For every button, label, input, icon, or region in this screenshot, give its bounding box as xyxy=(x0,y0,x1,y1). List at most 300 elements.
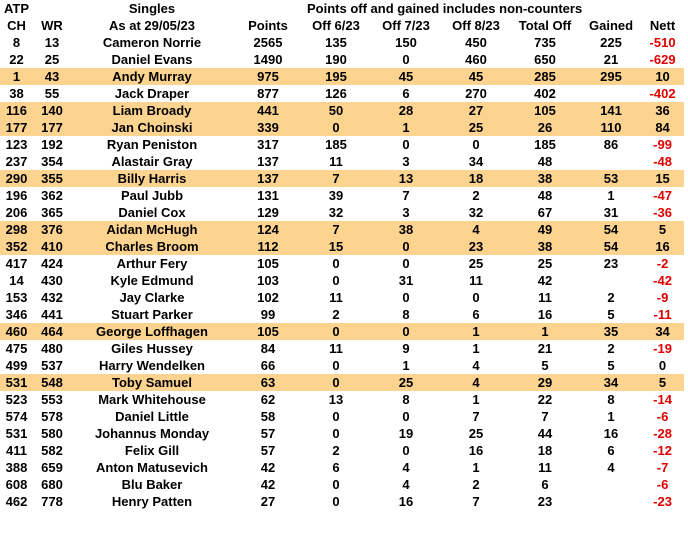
nett-cell: -510 xyxy=(649,35,676,50)
off6-cell: 185 xyxy=(325,137,347,152)
off8-cell: 0 xyxy=(472,290,480,305)
table-row xyxy=(0,187,684,204)
off8-cell: 45 xyxy=(443,68,509,85)
nett-cell: -48 xyxy=(653,154,672,169)
player-name: Harry Wendelken xyxy=(99,358,205,373)
ch-cell: 417 xyxy=(5,256,28,271)
off6-cell: 0 xyxy=(332,358,340,373)
wr-cell: 537 xyxy=(41,358,63,373)
player-name: Andy Murray xyxy=(71,68,233,85)
ch-cell: 531 xyxy=(5,426,28,441)
off7-cell: 1 xyxy=(402,358,410,373)
gained-cell: 23 xyxy=(603,256,619,271)
points-cell: 1490 xyxy=(253,52,283,67)
points-cell: 339 xyxy=(233,119,303,136)
gained-cell xyxy=(581,272,641,289)
gained-cell xyxy=(581,153,641,170)
ch-cell: 475 xyxy=(5,341,28,356)
player-name: Jay Clarke xyxy=(119,290,185,305)
atp-header: ATP xyxy=(3,1,30,16)
ch-cell: 237 xyxy=(5,154,28,169)
points-note-header: Points off and gained includes non-counters xyxy=(307,1,583,16)
points-cell: 63 xyxy=(233,374,303,391)
off6-cell: 0 xyxy=(303,374,369,391)
points-cell: 975 xyxy=(233,68,303,85)
off6-cell: 0 xyxy=(303,119,369,136)
ch-cell: 153 xyxy=(5,290,28,305)
off7-cell: 150 xyxy=(395,35,417,50)
header-row-2 xyxy=(0,17,684,34)
ch-cell: 462 xyxy=(5,494,28,509)
nett-cell: -6 xyxy=(656,477,669,492)
wr-cell: 553 xyxy=(41,392,63,407)
off8-header: Off 8/23 xyxy=(452,18,500,33)
gained-cell: 54 xyxy=(581,238,641,255)
player-name: Stuart Parker xyxy=(111,307,193,322)
nett-cell: 15 xyxy=(641,170,684,187)
player-name: Giles Hussey xyxy=(111,341,193,356)
total-off-cell: 402 xyxy=(534,86,556,101)
total-off-cell: 38 xyxy=(509,170,581,187)
off7-cell: 7 xyxy=(402,188,410,203)
table-row xyxy=(0,136,684,153)
points-cell: 137 xyxy=(233,170,303,187)
wr-cell: 25 xyxy=(44,52,60,67)
table-row xyxy=(0,289,684,306)
off6-cell: 32 xyxy=(328,205,344,220)
table-row xyxy=(0,85,684,102)
off6-cell: 195 xyxy=(303,68,369,85)
ch-cell: 22 xyxy=(9,52,24,67)
points-cell: 57 xyxy=(260,426,276,441)
total-off-cell: 21 xyxy=(537,341,553,356)
ch-cell: 14 xyxy=(9,273,24,288)
player-name: Ryan Peniston xyxy=(106,137,198,152)
nett-cell: -28 xyxy=(653,426,672,441)
wr-cell: 441 xyxy=(41,307,63,322)
player-name: Daniel Evans xyxy=(111,52,193,67)
gained-cell: 31 xyxy=(603,205,619,220)
nett-cell: 36 xyxy=(641,102,684,119)
wr-cell: 177 xyxy=(33,119,71,136)
wr-cell: 355 xyxy=(33,170,71,187)
total-off-cell: 22 xyxy=(537,392,553,407)
points-cell: 57 xyxy=(260,443,276,458)
off6-cell: 15 xyxy=(303,238,369,255)
nett-cell: -42 xyxy=(653,273,672,288)
wr-cell: 365 xyxy=(41,205,63,220)
gained-cell: 8 xyxy=(607,392,615,407)
ch-cell: 574 xyxy=(5,409,28,424)
wr-cell: 424 xyxy=(41,256,63,271)
ch-cell: 38 xyxy=(9,86,24,101)
nett-cell: -629 xyxy=(649,52,676,67)
off7-cell: 0 xyxy=(402,137,410,152)
table-row xyxy=(0,442,684,459)
gained-cell: 53 xyxy=(581,170,641,187)
ch-cell: 123 xyxy=(5,137,28,152)
total-off-cell: 67 xyxy=(537,205,553,220)
ch-cell: 346 xyxy=(5,307,28,322)
off8-cell: 6 xyxy=(472,307,480,322)
player-name: George Loffhagen xyxy=(71,323,233,340)
gained-cell: 34 xyxy=(581,374,641,391)
singles-header: Singles xyxy=(128,1,176,16)
wr-cell: 362 xyxy=(41,188,63,203)
points-cell: 137 xyxy=(257,154,279,169)
player-name: Daniel Little xyxy=(115,409,189,424)
total-off-cell: 1 xyxy=(509,323,581,340)
total-off-cell: 5 xyxy=(541,358,549,373)
off7-cell: 4 xyxy=(402,477,410,492)
points-cell: 877 xyxy=(257,86,279,101)
off8-cell: 4 xyxy=(472,358,480,373)
off8-cell: 27 xyxy=(443,102,509,119)
ch-cell: 352 xyxy=(0,238,33,255)
table-row xyxy=(0,425,684,442)
off7-cell: 1 xyxy=(369,119,443,136)
off6-cell: 190 xyxy=(325,52,347,67)
points-cell: 129 xyxy=(257,205,279,220)
wr-cell: 55 xyxy=(44,86,60,101)
player-name: Paul Jubb xyxy=(120,188,184,203)
off6-header: Off 6/23 xyxy=(312,18,360,33)
off6-cell: 11 xyxy=(329,341,343,356)
off7-cell: 0 xyxy=(369,238,443,255)
ch-cell: 206 xyxy=(5,205,28,220)
off6-cell: 0 xyxy=(332,273,340,288)
table-row xyxy=(0,119,684,136)
nett-cell: -402 xyxy=(649,86,676,101)
off7-cell: 25 xyxy=(369,374,443,391)
nett-cell: 16 xyxy=(641,238,684,255)
off6-cell: 0 xyxy=(332,256,340,271)
header-row-1 xyxy=(0,0,684,17)
total-off-cell: 23 xyxy=(537,494,553,509)
table-row xyxy=(0,306,684,323)
gained-cell: 35 xyxy=(581,323,641,340)
player-name: Blu Baker xyxy=(121,477,183,492)
wr-cell: 43 xyxy=(33,68,71,85)
gained-cell: 225 xyxy=(600,35,622,50)
wr-cell: 410 xyxy=(33,238,71,255)
gained-cell: 141 xyxy=(581,102,641,119)
table-row xyxy=(0,204,684,221)
ch-cell: 8 xyxy=(12,35,21,50)
table-row xyxy=(0,340,684,357)
gained-cell xyxy=(581,493,641,510)
gained-cell: 2 xyxy=(607,290,615,305)
off8-cell: 32 xyxy=(468,205,484,220)
gained-cell: 295 xyxy=(581,68,641,85)
off7-cell: 16 xyxy=(398,494,414,509)
table-row xyxy=(0,476,684,493)
total-off-cell: 185 xyxy=(534,137,556,152)
nett-cell: 5 xyxy=(641,221,684,238)
ch-cell: 1 xyxy=(0,68,33,85)
table-row xyxy=(0,34,684,51)
wr-cell: 680 xyxy=(41,477,63,492)
off7-cell: 0 xyxy=(369,323,443,340)
off6-cell: 2 xyxy=(332,443,340,458)
player-name: Toby Samuel xyxy=(71,374,233,391)
total-off-cell: 49 xyxy=(509,221,581,238)
wr-cell: 432 xyxy=(41,290,63,305)
wr-cell: 13 xyxy=(44,35,60,50)
off8-cell: 1 xyxy=(472,460,480,475)
off7-cell: 4 xyxy=(402,460,410,475)
table-row xyxy=(0,493,684,510)
off8-cell: 23 xyxy=(443,238,509,255)
nett-cell: -11 xyxy=(653,307,672,322)
off8-cell: 2 xyxy=(472,188,480,203)
off8-cell: 460 xyxy=(465,52,487,67)
nett-cell: -23 xyxy=(653,494,672,509)
gained-cell: 86 xyxy=(603,137,619,152)
off8-cell: 1 xyxy=(472,392,480,407)
ch-cell: 196 xyxy=(5,188,28,203)
points-cell: 2565 xyxy=(253,35,283,50)
off8-cell: 0 xyxy=(472,137,480,152)
ch-cell: 411 xyxy=(6,443,27,458)
wr-cell: 192 xyxy=(41,137,63,152)
off8-cell: 18 xyxy=(443,170,509,187)
off6-cell: 6 xyxy=(332,460,340,475)
ch-cell: 523 xyxy=(5,392,28,407)
table-row xyxy=(0,459,684,476)
points-header: Points xyxy=(248,18,288,33)
table-row xyxy=(0,102,684,119)
player-name: Mark Whitehouse xyxy=(98,392,206,407)
player-name: Henry Patten xyxy=(111,494,193,509)
off8-cell: 450 xyxy=(465,35,487,50)
off6-cell: 2 xyxy=(332,307,340,322)
nett-cell: 34 xyxy=(641,323,684,340)
off7-cell: 8 xyxy=(402,307,410,322)
gained-cell: 1 xyxy=(607,188,615,203)
player-name: Kyle Edmund xyxy=(110,273,194,288)
total-off-cell: 105 xyxy=(509,102,581,119)
total-off-cell: 18 xyxy=(537,443,553,458)
total-off-cell: 285 xyxy=(509,68,581,85)
nett-cell: -47 xyxy=(653,188,672,203)
off6-cell: 0 xyxy=(332,426,340,441)
off7-cell: 0 xyxy=(402,443,410,458)
total-off-cell: 48 xyxy=(537,188,553,203)
gained-cell: 16 xyxy=(603,426,619,441)
off8-cell: 1 xyxy=(472,341,480,356)
total-off-cell: 44 xyxy=(537,426,553,441)
nett-cell: -14 xyxy=(653,392,672,407)
off7-cell: 28 xyxy=(369,102,443,119)
wr-cell: 659 xyxy=(41,460,63,475)
table-row xyxy=(0,357,684,374)
points-cell: 317 xyxy=(257,137,279,152)
off8-cell: 16 xyxy=(468,443,484,458)
wr-cell: 140 xyxy=(33,102,71,119)
wr-cell: 578 xyxy=(41,409,63,424)
total-off-cell: 6 xyxy=(541,477,549,492)
table-row xyxy=(0,221,684,238)
off6-cell: 7 xyxy=(303,170,369,187)
off8-cell: 7 xyxy=(472,409,480,424)
wr-cell: 464 xyxy=(33,323,71,340)
nett-cell: -36 xyxy=(653,205,672,220)
gained-cell: 5 xyxy=(607,307,615,322)
off6-cell: 11 xyxy=(329,290,343,305)
off8-cell: 4 xyxy=(443,221,509,238)
points-cell: 66 xyxy=(260,358,276,373)
off8-cell: 34 xyxy=(468,154,484,169)
player-name: Arthur Fery xyxy=(116,256,188,271)
off6-cell: 135 xyxy=(325,35,347,50)
gained-cell: 5 xyxy=(607,358,615,373)
ch-cell: 177 xyxy=(0,119,33,136)
points-cell: 105 xyxy=(233,323,303,340)
total-off-cell: 650 xyxy=(534,52,556,67)
off6-cell: 0 xyxy=(303,323,369,340)
ch-cell: 531 xyxy=(0,374,33,391)
gained-header: Gained xyxy=(588,18,634,33)
off7-cell: 0 xyxy=(402,409,410,424)
off8-cell: 7 xyxy=(472,494,480,509)
off8-cell: 11 xyxy=(469,273,483,288)
off7-cell: 0 xyxy=(402,52,410,67)
ch-cell: 290 xyxy=(0,170,33,187)
off7-cell: 45 xyxy=(369,68,443,85)
table-row xyxy=(0,391,684,408)
gained-cell: 1 xyxy=(607,409,615,424)
off6-cell: 0 xyxy=(332,409,340,424)
player-name: Jan Choinski xyxy=(71,119,233,136)
off7-cell: 3 xyxy=(402,154,410,169)
total-off-cell: 25 xyxy=(537,256,553,271)
off8-cell: 4 xyxy=(443,374,509,391)
points-cell: 105 xyxy=(257,256,279,271)
player-name: Johannus Monday xyxy=(94,426,210,441)
gained-cell: 54 xyxy=(581,221,641,238)
total-off-cell: 29 xyxy=(509,374,581,391)
points-cell: 42 xyxy=(260,460,276,475)
wr-cell: 376 xyxy=(33,221,71,238)
off7-header: Off 7/23 xyxy=(382,18,430,33)
table-row xyxy=(0,255,684,272)
off7-cell: 0 xyxy=(402,290,410,305)
wr-cell: 582 xyxy=(41,443,63,458)
total-off-cell: 48 xyxy=(537,154,553,169)
gained-cell: 6 xyxy=(607,443,615,458)
off7-cell: 38 xyxy=(369,221,443,238)
gained-cell: 4 xyxy=(607,460,615,475)
points-cell: 27 xyxy=(260,494,276,509)
player-name: Aidan McHugh xyxy=(71,221,233,238)
points-cell: 99 xyxy=(260,307,276,322)
total-off-cell: 16 xyxy=(537,307,553,322)
nett-cell: -7 xyxy=(656,460,669,475)
wr-cell: 548 xyxy=(33,374,71,391)
nett-cell: 10 xyxy=(641,68,684,85)
table-row xyxy=(0,374,684,391)
off8-cell: 25 xyxy=(468,256,484,271)
points-cell: 112 xyxy=(233,238,303,255)
player-name: Jack Draper xyxy=(114,86,190,101)
nett-cell: -6 xyxy=(656,409,669,424)
ch-cell: 298 xyxy=(0,221,33,238)
off8-cell: 25 xyxy=(468,426,484,441)
gained-cell: 110 xyxy=(581,119,641,136)
total-off-cell: 11 xyxy=(538,460,552,475)
points-cell: 42 xyxy=(260,477,276,492)
table-row xyxy=(0,323,684,340)
ch-cell: 116 xyxy=(0,102,33,119)
off6-cell: 126 xyxy=(325,86,347,101)
off6-cell: 7 xyxy=(303,221,369,238)
player-name: Anton Matusevich xyxy=(96,460,208,475)
wr-cell: 580 xyxy=(41,426,63,441)
off8-cell: 270 xyxy=(465,86,487,101)
points-cell: 103 xyxy=(257,273,279,288)
off7-cell: 3 xyxy=(402,205,410,220)
off6-cell: 11 xyxy=(329,154,343,169)
wr-cell: 480 xyxy=(41,341,63,356)
player-name: Daniel Cox xyxy=(118,205,186,220)
off6-cell: 0 xyxy=(332,477,340,492)
table-row xyxy=(0,238,684,255)
wr-cell: 430 xyxy=(41,273,63,288)
total-off-cell: 42 xyxy=(537,273,553,288)
nett-cell: -12 xyxy=(653,443,672,458)
points-cell: 124 xyxy=(233,221,303,238)
total-off-cell: 7 xyxy=(541,409,549,424)
off7-cell: 19 xyxy=(398,426,414,441)
points-cell: 131 xyxy=(257,188,279,203)
player-name: Felix Gill xyxy=(124,443,180,458)
player-name: Liam Broady xyxy=(71,102,233,119)
ch-cell: 608 xyxy=(5,477,28,492)
nett-cell: -9 xyxy=(656,290,669,305)
nett-cell: 84 xyxy=(641,119,684,136)
off8-cell: 25 xyxy=(443,119,509,136)
off7-cell: 6 xyxy=(402,86,410,101)
ch-cell: 388 xyxy=(5,460,28,475)
off8-cell: 1 xyxy=(443,323,509,340)
table-row xyxy=(0,153,684,170)
table-row xyxy=(0,272,684,289)
nett-cell: -2 xyxy=(656,256,669,271)
total-off-cell: 38 xyxy=(509,238,581,255)
wr-header: WR xyxy=(41,18,63,33)
wr-cell: 778 xyxy=(41,494,63,509)
off7-cell: 31 xyxy=(398,273,414,288)
nett-cell: 0 xyxy=(658,358,667,373)
points-cell: 102 xyxy=(257,290,279,305)
off6-cell: 0 xyxy=(332,494,340,509)
nett-cell: -99 xyxy=(653,137,672,152)
gained-cell: 2 xyxy=(607,341,615,356)
gained-cell: 21 xyxy=(603,52,619,67)
nett-cell: 5 xyxy=(641,374,684,391)
total-off-header: Total Off xyxy=(518,18,572,33)
as-at-header: As at 29/05/23 xyxy=(108,18,195,33)
total-off-cell: 735 xyxy=(534,35,556,50)
player-name: Alastair Gray xyxy=(111,154,193,169)
off6-cell: 13 xyxy=(328,392,344,407)
table-row xyxy=(0,68,684,85)
off6-cell: 50 xyxy=(303,102,369,119)
nett-cell: -19 xyxy=(653,341,672,356)
ch-cell: 499 xyxy=(5,358,28,373)
wr-cell: 354 xyxy=(41,154,63,169)
